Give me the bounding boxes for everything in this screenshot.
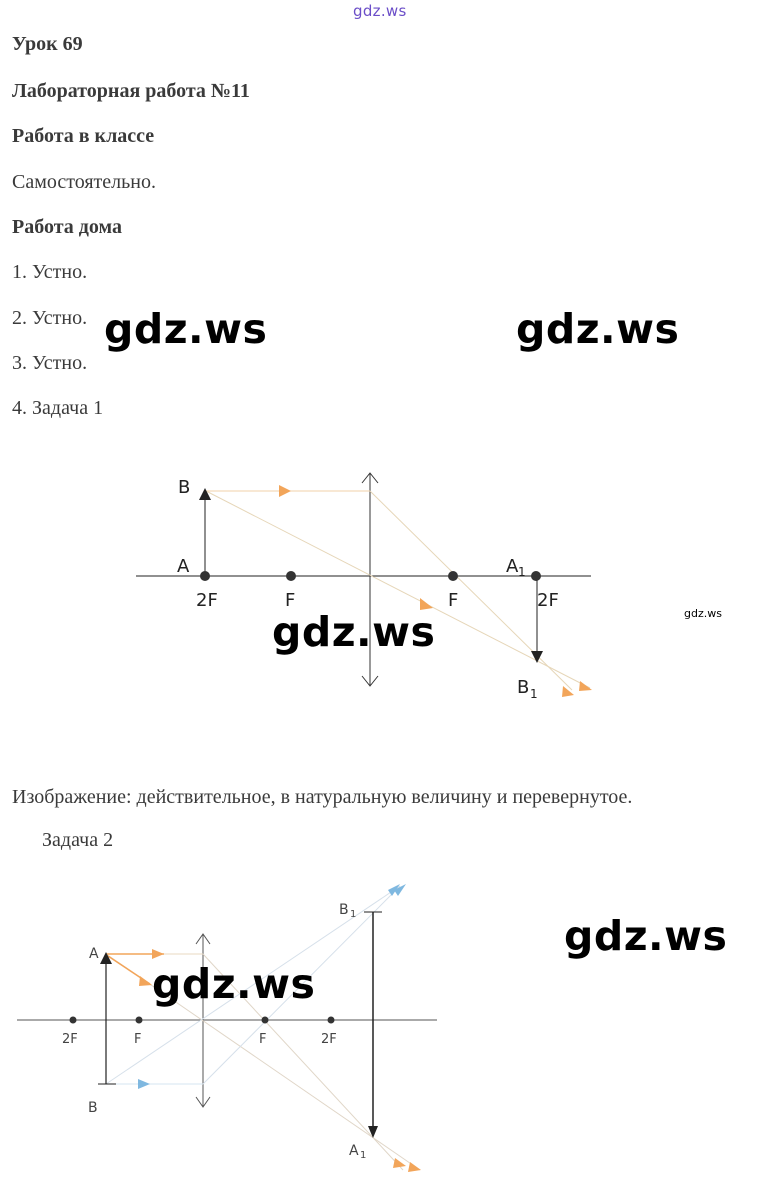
label-b1-sub: 1 <box>350 909 357 920</box>
point-2f-left <box>200 571 210 581</box>
ray-arrow <box>152 949 164 959</box>
image-arrow <box>364 912 382 1138</box>
lab-title: Лабораторная работа №11 <box>12 80 250 102</box>
label-a1-sub: 1 <box>518 565 526 579</box>
label-2f-right: 2F <box>321 1032 337 1047</box>
rays <box>206 485 592 697</box>
homework-item-3: 3. Устно. <box>12 352 88 374</box>
label-f-right: F <box>259 1032 267 1047</box>
watermark-text: gdz.ws <box>516 305 680 353</box>
label-a1: A <box>349 1143 359 1159</box>
ray-arrow <box>138 1079 150 1089</box>
ray-arrow <box>394 884 406 896</box>
point-f-left <box>136 1017 143 1024</box>
ray-arrow <box>579 681 592 691</box>
ray-arrow <box>279 485 291 497</box>
label-a: A <box>177 556 190 577</box>
label-2f-left: 2F <box>62 1032 78 1047</box>
homework-item-1: 1. Устно. <box>12 261 88 283</box>
label-b1: B <box>517 677 530 698</box>
ray-arrow <box>562 686 574 697</box>
homework-heading: Работа дома <box>12 216 122 238</box>
result-text: Изображение: действительное, в натуральную величину и перевернутое. <box>12 786 633 808</box>
ray-arrow <box>139 976 152 986</box>
watermark-text: gdz.ws <box>152 960 316 1008</box>
object-arrow <box>199 488 211 576</box>
classwork-text: Самостоятельно. <box>12 171 156 193</box>
label-b1: B <box>339 902 349 918</box>
label-a1-sub: 1 <box>360 1150 367 1161</box>
label-b: B <box>178 477 191 498</box>
watermark-small: gdz.ws <box>684 607 722 620</box>
label-f-left: F <box>285 590 296 611</box>
watermark-text: gdz.ws <box>104 305 268 353</box>
point-2f-right <box>531 571 541 581</box>
point-2f-left <box>70 1017 77 1024</box>
label-b1-sub: 1 <box>530 687 538 701</box>
point-f-left <box>286 571 296 581</box>
label-f-left: F <box>134 1032 142 1047</box>
lesson-title: Урок 69 <box>12 33 83 55</box>
watermark-text: gdz.ws <box>272 608 436 656</box>
homework-item-4: 4. Задача 1 <box>12 397 104 419</box>
diagram-task1 <box>0 460 761 710</box>
watermark-top: gdz.ws <box>353 2 407 20</box>
point-2f-right <box>328 1017 335 1024</box>
label-f-right: F <box>448 590 459 611</box>
homework-item-2: 2. Устно. <box>12 307 88 329</box>
label-a: A <box>89 946 99 962</box>
classwork-heading: Работа в классе <box>12 125 155 147</box>
watermark-text: gdz.ws <box>564 912 728 960</box>
label-a1: A <box>506 556 519 577</box>
label-b: B <box>88 1100 98 1116</box>
object-arrow <box>98 952 116 1084</box>
point-f-right <box>448 571 458 581</box>
task2-heading: Задача 2 <box>42 829 114 851</box>
label-2f-right: 2F <box>537 590 559 611</box>
label-2f-left: 2F <box>196 590 218 611</box>
point-f-right <box>262 1017 269 1024</box>
ray-arrow <box>408 1162 421 1172</box>
